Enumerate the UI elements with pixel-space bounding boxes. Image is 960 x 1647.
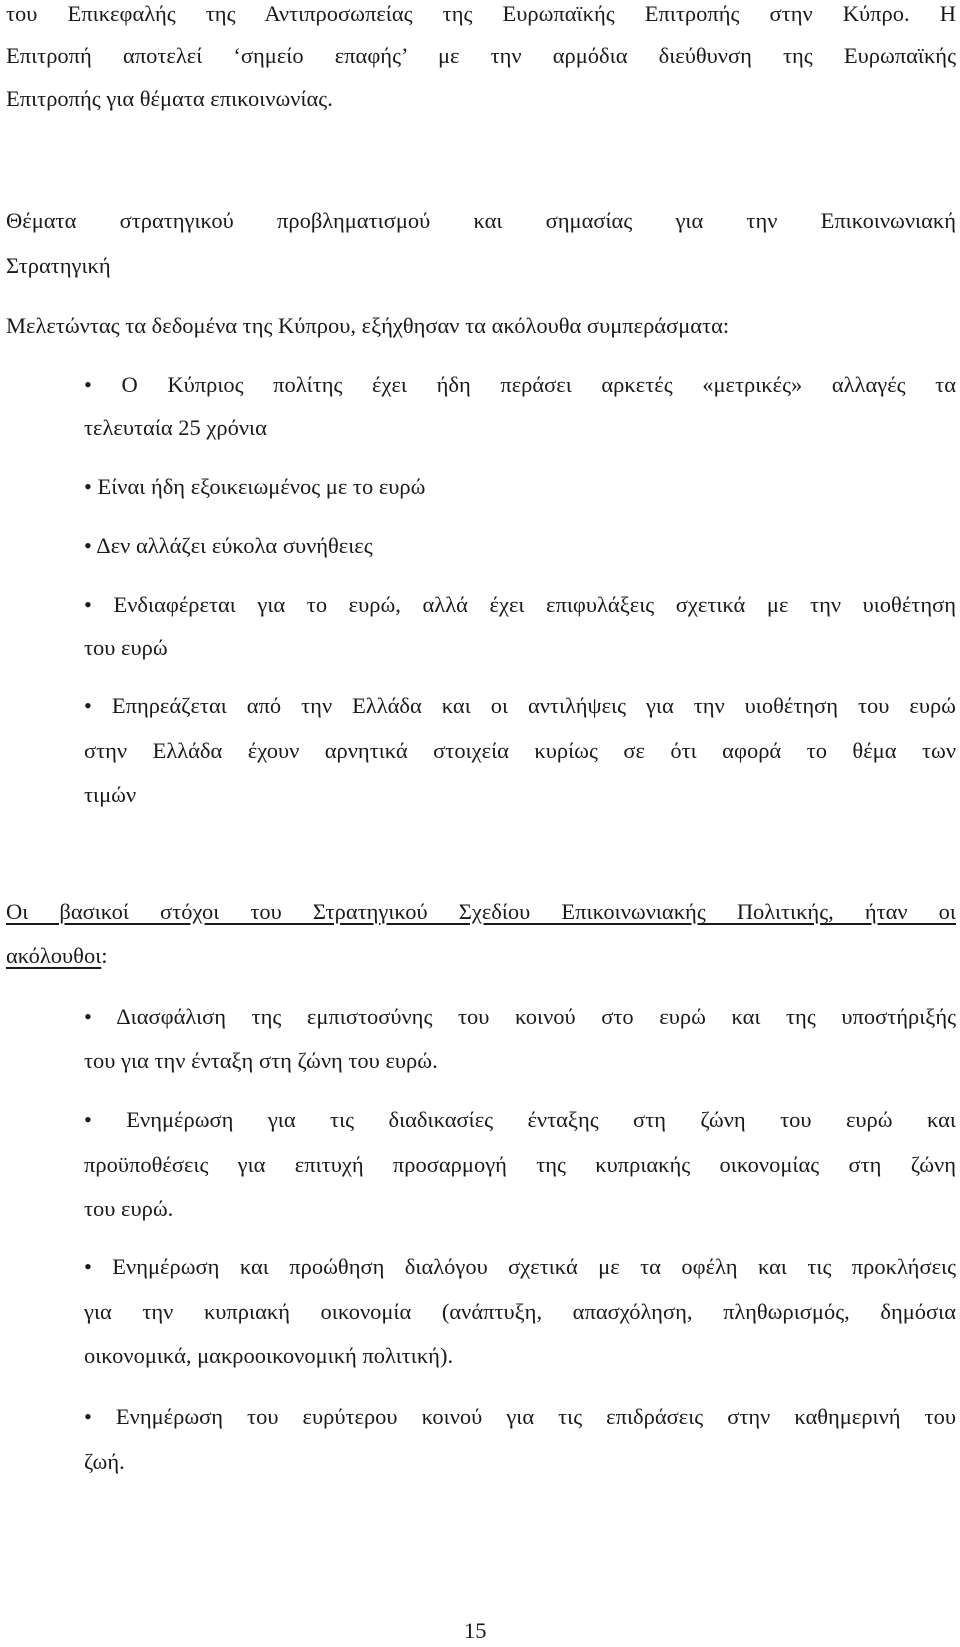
finding-4-line-2: του ευρώ — [84, 635, 168, 660]
finding-4-line-1: • Ενδιαφέρεται για το ευρώ, αλλά έχει επιφυλάξεις σχετικά με την υιοθέτηση — [84, 592, 956, 617]
goal-2-line-1: • Ενημέρωση για τις διαδικασίες ένταξης στη ζώνη του ευρώ και — [84, 1107, 956, 1132]
goal-2-line-2: προϋποθέσεις για επιτυχή προσαρμογή της κυπριακής οικονομίας στη ζώνη — [84, 1152, 956, 1177]
goal-3-line-3: οικονομικά, μακροοικονομική πολιτική). — [84, 1343, 454, 1368]
goal-2-line-3: του ευρώ. — [84, 1196, 174, 1221]
goal-3-line-2: για την κυπριακή οικονομία (ανάπτυξη, απασχόληση, πληθωρισμός, δημόσια — [84, 1299, 956, 1324]
goal-4-line-2: ζωή. — [84, 1449, 125, 1474]
goal-4-line-1: • Ενημέρωση του ευρύτερου κοινού για τις επιδράσεις στην καθημερινή του — [84, 1404, 956, 1429]
section-heading-line-2: Στρατηγική — [6, 253, 111, 278]
section-heading-line-1: Θέματα στρατηγικού προβληματισμού και σημασίας για την Επικοινωνιακή — [6, 208, 956, 233]
goals-heading-text-2: ακόλουθοι — [6, 943, 102, 968]
intro-line-2: Επιτροπή αποτελεί ‘σημείο επαφής’ με την αρμόδια διεύθυνση της Ευρωπαϊκής — [6, 43, 956, 68]
goals-heading-line-2 — [6, 942, 108, 970]
goal-1-line-1: • Διασφάλιση της εμπιστοσύνης του κοινού στο ευρώ και της υποστήριξής — [84, 1004, 956, 1029]
goals-heading-colon: : — [101, 943, 108, 968]
finding-5-line-2: στην Ελλάδα έχουν αρνητικά στοιχεία κυρίως σε ότι αφορά το θέμα των — [84, 738, 956, 763]
intro-line-1: του Επικεφαλής της Αντιπροσωπείας της Ευρωπαϊκής Επιτροπής στην Κύπρο. Η — [6, 1, 956, 26]
goals-heading-line-1 — [6, 898, 956, 926]
goal-1-line-2: του για την ένταξη στη ζώνη του ευρώ. — [84, 1048, 438, 1073]
intro-line-3: Επιτροπής για θέματα επικοινωνίας. — [6, 86, 333, 111]
finding-3: • Δεν αλλάζει εύκολα συνήθειες — [84, 533, 373, 558]
finding-2: • Είναι ήδη εξοικειωμένος με το ευρώ — [84, 474, 426, 499]
findings-lead: Μελετώντας τα δεδομένα της Κύπρου, εξήχθησαν τα ακόλουθα συμπεράσματα: — [6, 313, 730, 338]
finding-5-line-1: • Επηρεάζεται από την Ελλάδα και οι αντιλήψεις για την υιοθέτηση του ευρώ — [84, 693, 956, 718]
finding-1-line-1: • Ο Κύπριος πολίτης έχει ήδη περάσει αρκετές «μετρικές» αλλαγές τα — [84, 372, 956, 397]
goals-heading-text-1: Οι βασικοί στόχοι του Στρατηγικού Σχεδίου Επικοινωνιακής Πολιτικής, ήταν οι — [6, 899, 956, 924]
finding-5-line-3: τιμών — [84, 782, 137, 807]
goal-3-line-1: • Ενημέρωση και προώθηση διαλόγου σχετικά με τα οφέλη και τις προκλήσεις — [84, 1254, 956, 1279]
page-number: 15 — [464, 1618, 487, 1643]
finding-1-line-2: τελευταία 25 χρόνια — [84, 415, 267, 440]
